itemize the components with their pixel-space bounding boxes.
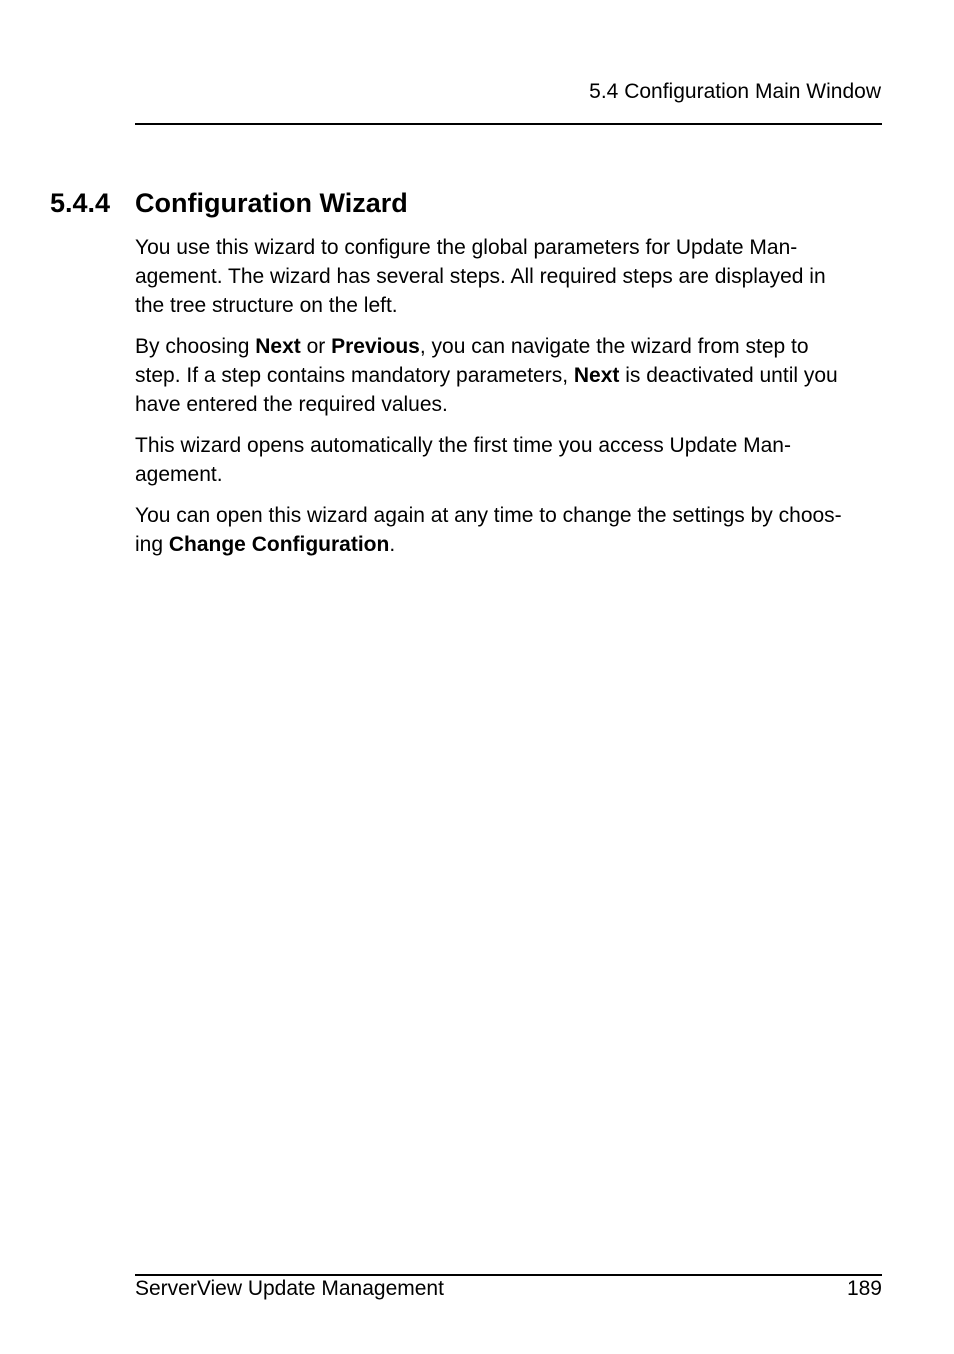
text-line: have entered the required values.: [135, 393, 448, 416]
footer-page-number: 189: [846, 1277, 882, 1300]
next-term: Next: [573, 364, 620, 387]
text-line: ing Change Configuration.: [135, 533, 396, 556]
running-header: 5.4 Configuration Main Window: [589, 80, 881, 103]
text-line: By choosing Next or Previous, you can navigate the wizard from step to: [135, 335, 809, 358]
section-heading: [50, 186, 408, 220]
text-line: agement.: [135, 463, 223, 486]
next-term: Next: [255, 335, 301, 358]
text-line: You can open this wizard again at any time to change the settings by choos-: [135, 504, 842, 527]
section-title: Configuration Wizard: [135, 188, 408, 218]
change-configuration-term: Change Configuration: [168, 533, 390, 556]
body-text: [135, 233, 883, 571]
text-line: step. If a step contains mandatory parameters, Next is deactivated until you: [135, 364, 838, 387]
header-rule: [135, 123, 882, 125]
paragraph-reopen: [135, 501, 883, 559]
section-number: 5.4.4: [50, 188, 111, 218]
footer-rule: [135, 1274, 882, 1276]
text-line: agement. The wizard has several steps. All required steps are displayed in: [135, 265, 826, 288]
text-line: the tree structure on the left.: [135, 294, 398, 317]
text-line: This wizard opens automatically the first time you access Update Man-: [135, 434, 791, 457]
paragraph-auto-open: [135, 431, 883, 489]
footer-product-name: ServerView Update Management: [135, 1277, 444, 1300]
text-line: You use this wizard to configure the global parameters for Update Man-: [135, 236, 798, 259]
paragraph-navigation: [135, 332, 883, 419]
paragraph-intro: [135, 233, 883, 320]
previous-term: Previous: [331, 335, 420, 358]
